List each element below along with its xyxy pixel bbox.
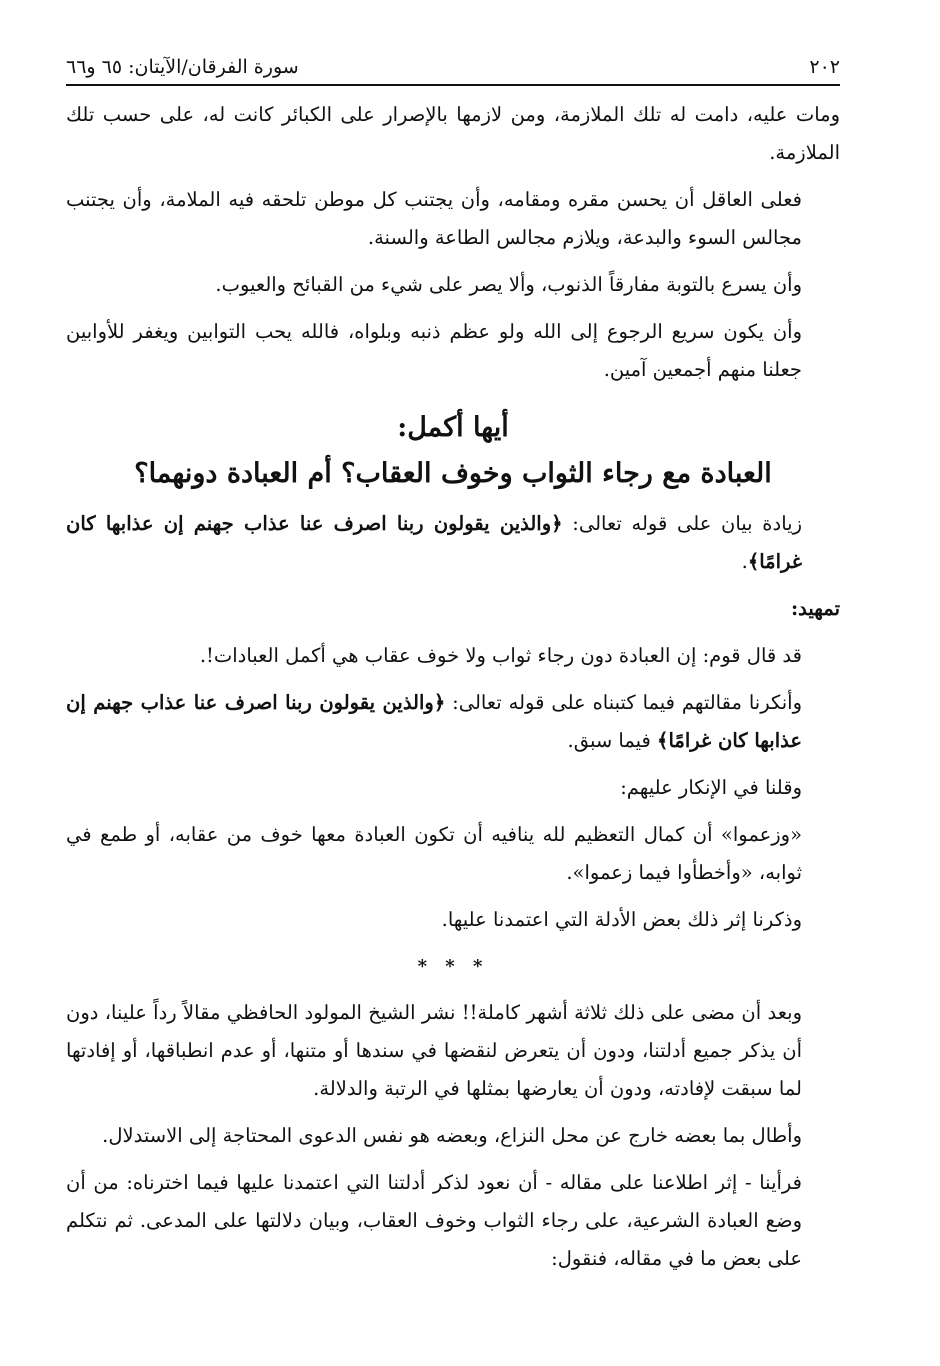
paragraph [66,684,840,760]
p2-prefix: وأنكرنا مقالتهم فيما كتبناه على قوله تعالى: [445,691,802,714]
paragraph: قد قال قوم: إن العبادة دون رجاء ثواب ولا خوف عقاب هي أكمل العبادات!. [199,644,802,667]
paragraph: وقلنا في الإنكار عليهم: [620,776,802,799]
page-header [66,50,840,86]
running-title: سورة الفرقان/الآيتان: ٦٥ و٦٦ [66,56,299,78]
paragraph: وأن يسرع بالتوبة مفارقاً الذنوب، وألا يصر على شيء من القبائح والعيوب. [215,273,802,296]
p2-suffix: فيما سبق. [567,729,658,752]
page-body [66,96,840,1278]
section-heading-line-1: أيها أكمل: [397,412,509,443]
paragraph: وذكرنا إثر ذلك بعض الأدلة التي اعتمدنا عليها. [441,908,802,931]
paragraph: وأطال بما بعضه خارج عن محل النزاع، وبعضه هو نفس الدعوى المحتاجة إلى الاستدلال. [102,1124,802,1147]
separator-stars: * * * [417,956,489,977]
tamhid-label: تمهيد: [790,597,840,620]
page-number: ٢٠٢ [809,56,840,78]
quran-verse: ﴿والذين يقولون ربنا اصرف عنا عذاب جهنم إن عذابها كان غرامًا﴾ [66,512,802,573]
paragraph: وبعد أن مضى على ذلك ثلاثة أشهر كاملة!! نشر الشيخ المولود الحافظي مقالاً رداً علينا، دون أن يذكر جميع أدلتنا، ودون أن يتعرض لنقضها في سندها أو متنها، أو عدم انطباقها، أو إفادتها لما سبقت لإفادته، ودون أن يعارضها بمثلها في الرتبة والدلالة. [66,1001,802,1100]
paragraph: «وزعموا» أن كمال التعظيم لله ينافيه أن تكون العبادة معها خوف من عقابه، أو طمع في ثوابه، «وأخطأوا فيما زعموا». [66,823,802,884]
paragraph: وأن يكون سريع الرجوع إلى الله ولو عظم ذنبه وبلواه، فالله يحب التوابين ويغفر للأوابين جعلنا منهم أجمعين آمين. [66,320,802,381]
section-intro [66,505,840,581]
intro-suffix: . [741,550,748,573]
section-heading [66,405,840,497]
paragraph: فعلى العاقل أن يحسن مقره ومقامه، وأن يجتنب كل موطن تلحقه فيه الملامة، وأن يجتنب مجالس السوء والبدعة، ويلازم مجالس الطاعة والسنة. [66,188,802,249]
paragraph: ومات عليه، دامت له تلك الملازمة، ومن لازمها بالإصرار على الكبائر كانت له، على حسب تلك الملازمة. [66,103,840,164]
quran-verse: ﴿والذين يقولون ربنا اصرف عنا عذاب جهنم إن عذابها كان غرامًا﴾ [66,691,802,752]
section-heading-line-2: العبادة مع رجاء الثواب وخوف العقاب؟ أم العبادة دونهما؟ [134,458,772,489]
intro-prefix: زيادة بيان على قوله تعالى: [562,512,802,535]
paragraph: فرأينا - إثر اطلاعنا على مقاله - أن نعود لذكر أدلتنا التي اعتمدنا عليها فيما اخترناه: من أن وضع العبادة الشرعية، على رجاء الثواب وخوف العقاب، وبيان دلالتها على المدعى. ثم نتكلم على بعض ما في مقاله، فنقول: [66,1171,802,1270]
document-page [66,50,840,1336]
